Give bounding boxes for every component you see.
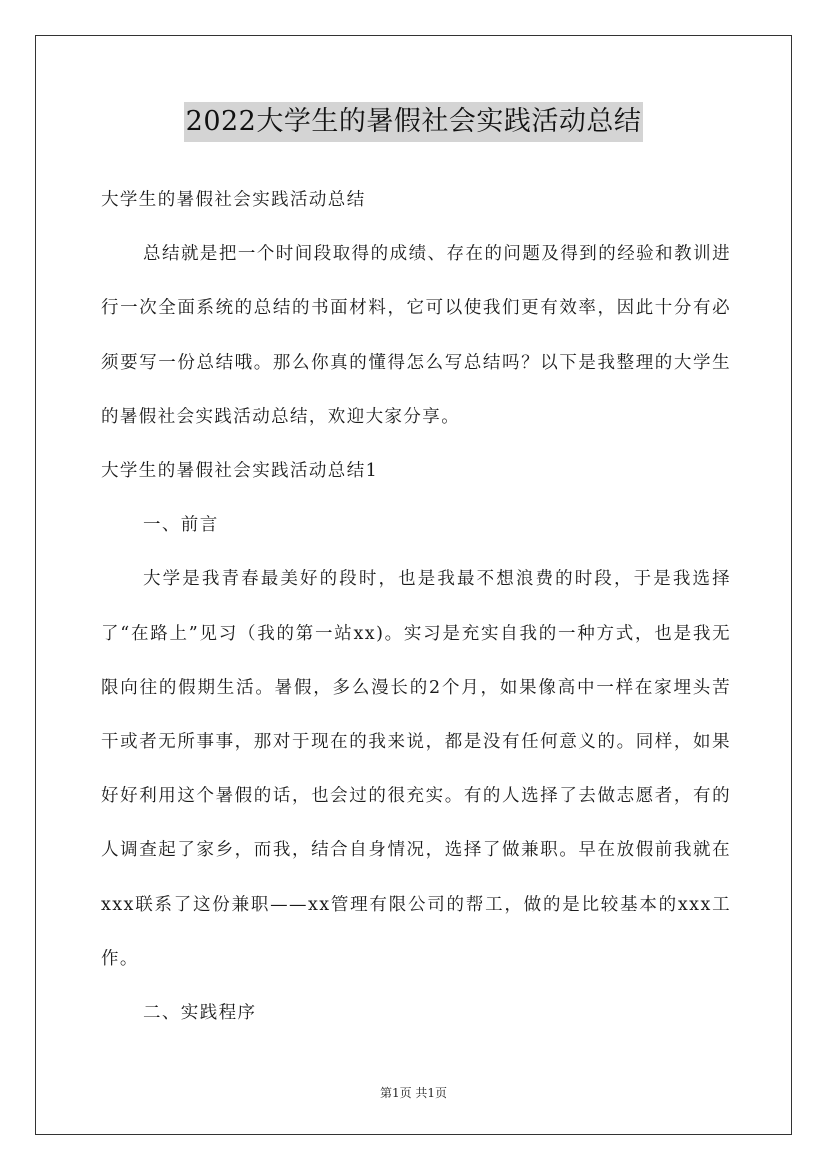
preface-paragraph: 大学是我青春最美好的段时，也是我最不想浪费的时段，于是我选择了“在路上”见习（我的第一站xx)。实习是充实自我的一种方式，也是我无限向往的假期生活。暑假，多么漫长的2个月，如果像高中一样在家埋头苦干或者无所事事，那对于现在的我来说，都是没有任何意义的。同样，如果好好利用这个暑假的话，也会过的很充实。有的人选择了去做志愿者，有的人调查起了家乡，而我，结合自身情况，选择了做兼职。早在放假前我就在xxx联系了这份兼职——xx管理有限公司的帮工，做的是比较基本的xxx工作。 (101, 569, 731, 969)
document-subtitle: 大学生的暑假社会实践活动总结 (101, 190, 366, 210)
section-heading-practice: 二、实践程序 (143, 1003, 257, 1024)
title-container (0, 102, 827, 142)
section-heading-preface: 一、前言 (143, 515, 219, 536)
intro-paragraph: 总结就是把一个时间段取得的成绩、存在的问题及得到的经验和教训进行一次全面系统的总结的书面材料，它可以使我们更有效率，因此十分有必须要写一份总结哦。那么你真的懂得怎么写总结吗？以下是我整理的大学生的暑假社会实践活动总结，欢迎大家分享。 (101, 244, 731, 427)
document-body (101, 173, 731, 1040)
page-footer: 第1页 共1页 (379, 1086, 448, 1100)
document-title: 2022大学生的暑假社会实践活动总结 (184, 102, 644, 142)
section-title: 大学生的暑假社会实践活动总结1 (101, 461, 379, 482)
